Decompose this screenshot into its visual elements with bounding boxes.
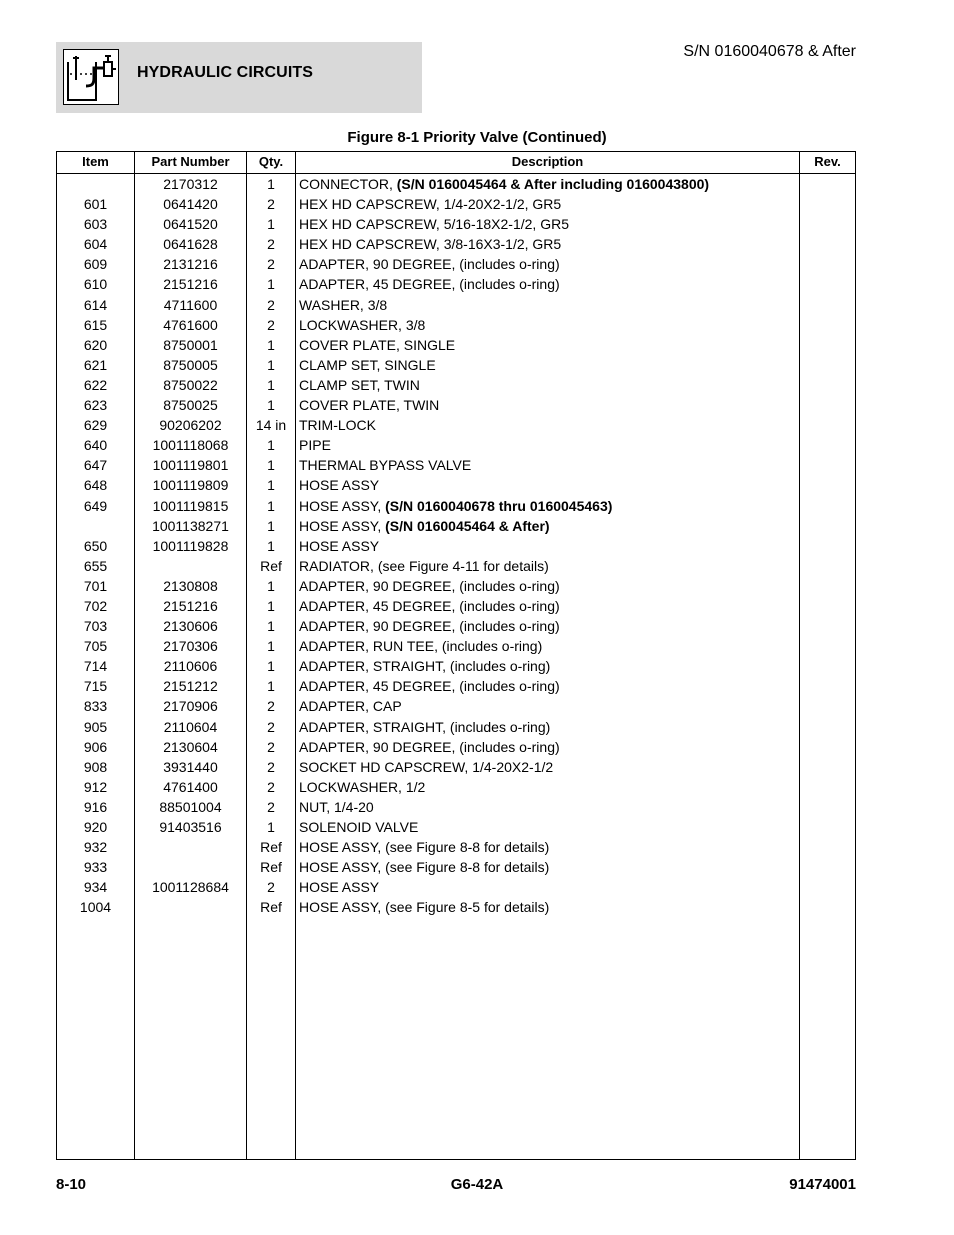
- description-text: CLAMP SET, SINGLE: [299, 356, 436, 373]
- item-cell: 934: [83, 879, 108, 896]
- qty-cell: Ref: [260, 899, 282, 916]
- qty-cell: 2: [267, 196, 275, 213]
- description-text: HOSE ASSY: [299, 537, 380, 554]
- table-row: [57, 194, 855, 214]
- part-number-cell: 2110606: [163, 658, 218, 675]
- part-number-cell: 4761600: [163, 316, 218, 333]
- description-text: ADAPTER, CAP: [299, 698, 402, 715]
- parts-table: [56, 151, 856, 1160]
- part-number-cell: 2110604: [163, 718, 218, 735]
- qty-cell: 2: [267, 738, 275, 755]
- description-cell: [299, 777, 425, 797]
- description-cell: [299, 355, 436, 375]
- item-cell: 615: [83, 316, 108, 333]
- section-title: HYDRAULIC CIRCUITS: [137, 64, 314, 81]
- table-row: [57, 897, 855, 917]
- part-number-cell: 2151216: [163, 276, 218, 293]
- table-row: [57, 757, 855, 777]
- item-cell: 604: [83, 236, 108, 253]
- description-cell: [299, 757, 553, 777]
- part-number-cell: 2170312: [163, 176, 218, 192]
- part-number-cell: 2170906: [163, 698, 218, 715]
- description-text: TRIM-LOCK: [299, 417, 376, 434]
- item-cell: 629: [83, 417, 108, 434]
- description-cell: [299, 455, 471, 475]
- description-cell: [299, 897, 549, 917]
- table-row: [57, 717, 855, 737]
- description-cell: [299, 536, 379, 556]
- description-text: NUT, 1/4-20: [299, 798, 374, 815]
- table-row: [57, 475, 855, 495]
- description-cell: [299, 556, 549, 576]
- qty-cell: 2: [267, 296, 275, 313]
- qty-cell: 1: [267, 819, 275, 835]
- description-cell: [299, 576, 560, 596]
- item-cell: 932: [83, 839, 108, 856]
- part-number-cell: 8750025: [163, 397, 218, 414]
- table-row: [57, 576, 855, 596]
- description-cell: [299, 797, 374, 817]
- description-cell: [299, 817, 418, 837]
- description-text: RADIATOR, (see Figure 4-11 for details): [299, 557, 549, 574]
- qty-cell: 1: [267, 497, 275, 514]
- table-row: [57, 295, 855, 315]
- qty-cell: 2: [267, 718, 275, 735]
- qty-cell: 1: [267, 618, 275, 635]
- item-cell: 714: [83, 658, 108, 675]
- description-cell: [299, 295, 387, 315]
- qty-cell: 1: [267, 537, 275, 554]
- part-number-cell: 2151212: [163, 678, 218, 695]
- qty-cell: 1: [267, 376, 275, 393]
- item-cell: 715: [83, 678, 108, 695]
- table-row: [57, 274, 855, 294]
- table-row: [57, 877, 855, 897]
- column-header-description: Description: [511, 154, 584, 169]
- table-row: [57, 335, 855, 355]
- description-cell: [299, 656, 550, 676]
- qty-cell: 2: [267, 879, 275, 896]
- qty-cell: 1: [267, 597, 275, 614]
- table-row: [57, 777, 855, 797]
- description-cell: [299, 857, 549, 877]
- description-text: ADAPTER, STRAIGHT, (includes o-ring): [299, 658, 551, 675]
- description-text: HOSE ASSY: [299, 477, 380, 494]
- qty-cell: 1: [267, 658, 275, 675]
- description-text: THERMAL BYPASS VALVE: [299, 457, 472, 474]
- description-cell: [299, 496, 612, 516]
- description-cell: [299, 415, 376, 435]
- part-number-cell: 2130808: [163, 577, 218, 594]
- part-number-cell: 2170306: [163, 638, 218, 655]
- part-number-cell: 4761400: [163, 778, 218, 795]
- description-text: COVER PLATE, SINGLE: [299, 336, 456, 353]
- description-text: ADAPTER, 90 DEGREE, (includes o-ring): [299, 618, 560, 635]
- table-row: [57, 857, 855, 877]
- item-cell: 621: [83, 356, 108, 373]
- qty-cell: 1: [267, 216, 275, 233]
- qty-cell: 2: [267, 256, 275, 273]
- table-row: [57, 737, 855, 757]
- description-cell: [299, 596, 560, 616]
- table-row: [57, 817, 855, 837]
- description-text: HOSE ASSY: [299, 879, 380, 896]
- qty-cell: 1: [267, 457, 275, 474]
- serial-number-range: S/N 0160040678 & After: [683, 43, 856, 60]
- part-number-cell: 8750001: [163, 336, 218, 353]
- item-cell: 614: [83, 296, 108, 313]
- qty-cell: 1: [267, 577, 275, 594]
- item-cell: 640: [83, 437, 108, 454]
- qty-cell: 2: [267, 758, 275, 775]
- qty-cell: 1: [267, 638, 275, 655]
- table-row: [57, 596, 855, 616]
- description-text: HOSE ASSY, (see Figure 8-8 for details): [299, 859, 550, 876]
- item-cell: 620: [83, 336, 108, 353]
- description-text: ADAPTER, 90 DEGREE, (includes o-ring): [299, 577, 560, 594]
- qty-cell: Ref: [260, 859, 282, 876]
- item-cell: 610: [83, 276, 108, 293]
- table-row: [57, 455, 855, 475]
- item-cell: 920: [83, 819, 108, 835]
- description-text: ADAPTER, 45 DEGREE, (includes o-ring): [299, 678, 560, 695]
- qty-cell: Ref: [260, 557, 282, 574]
- qty-cell: 2: [267, 316, 275, 333]
- hydraulic-circuit-icon: [63, 49, 119, 105]
- part-number-cell: 1001118068: [152, 437, 229, 454]
- description-text: CLAMP SET, TWIN: [299, 376, 420, 393]
- description-cell: [299, 274, 560, 294]
- part-number-cell: 8750022: [163, 376, 218, 393]
- column-header-part-number: Part Number: [151, 154, 230, 169]
- column-header-qty: Qty.: [258, 154, 284, 169]
- model-number: G6-42A: [450, 1176, 504, 1193]
- description-text: HOSE ASSY, (see Figure 8-8 for details): [299, 839, 550, 856]
- description-cell: [299, 737, 560, 757]
- qty-cell: 1: [267, 276, 275, 293]
- description-text: HEX HD CAPSCREW, 3/8-16X3-1/2, GR5: [299, 236, 562, 253]
- table-row: [57, 676, 855, 696]
- table-row: [57, 696, 855, 716]
- description-cell: [299, 636, 542, 656]
- qty-cell: 1: [267, 356, 275, 373]
- qty-cell: 2: [267, 698, 275, 715]
- table-row: [57, 656, 855, 676]
- description-cell: [299, 335, 455, 355]
- item-cell: 648: [83, 477, 108, 494]
- description-cell: [299, 516, 550, 536]
- description-cell: [299, 214, 569, 234]
- figure-title: Figure 8-1 Priority Valve (Continued): [347, 129, 607, 146]
- item-cell: 912: [83, 778, 108, 795]
- description-cell: [299, 435, 331, 455]
- qty-cell: 2: [267, 778, 275, 795]
- part-number-cell: 8750005: [163, 356, 218, 373]
- description-text: ADAPTER, STRAIGHT, (includes o-ring): [299, 718, 551, 735]
- item-cell: 905: [83, 718, 108, 735]
- description-text: HOSE ASSY,: [299, 497, 386, 514]
- part-number-cell: 2130604: [163, 738, 218, 755]
- description-cell: [299, 174, 709, 194]
- item-cell: 603: [83, 216, 108, 233]
- part-number-cell: 1001119801: [152, 457, 229, 474]
- part-number-cell: 1001119815: [152, 497, 229, 514]
- item-cell: 609: [83, 256, 108, 273]
- column-header-item: Item: [82, 154, 109, 169]
- part-number-cell: 0641628: [163, 236, 218, 253]
- description-text: ADAPTER, 45 DEGREE, (includes o-ring): [299, 276, 560, 293]
- item-cell: 702: [83, 597, 108, 614]
- description-text: HEX HD CAPSCREW, 5/16-18X2-1/2, GR5: [299, 216, 569, 233]
- description-cell: [299, 475, 379, 495]
- table-row: [57, 315, 855, 335]
- table-row: [57, 174, 855, 194]
- description-text: ADAPTER, 90 DEGREE, (includes o-ring): [299, 256, 560, 273]
- item-cell: 623: [83, 397, 108, 414]
- part-number-cell: 0641520: [163, 216, 218, 233]
- description-text: LOCKWASHER, 1/2: [299, 778, 426, 795]
- description-cell: [299, 837, 549, 857]
- description-text: PIPE: [299, 437, 331, 454]
- description-text: COVER PLATE, TWIN: [299, 397, 440, 414]
- item-cell: 622: [83, 376, 108, 393]
- serial-note: (S/N 0160045464 & After including 0160043800): [396, 176, 710, 192]
- qty-cell: 1: [267, 678, 275, 695]
- item-cell: 933: [83, 859, 108, 876]
- description-text: CONNECTOR,: [299, 176, 397, 192]
- part-number-cell: 2131216: [163, 256, 218, 273]
- part-number-cell: 90206202: [159, 417, 222, 434]
- item-cell: 655: [83, 557, 108, 574]
- part-number-cell: 0641420: [163, 196, 218, 213]
- table-row: [57, 214, 855, 234]
- serial-note: (S/N 0160040678 thru 0160045463): [385, 497, 613, 514]
- qty-cell: 1: [267, 477, 275, 494]
- qty-cell: 1: [267, 437, 275, 454]
- table-row: [57, 556, 855, 576]
- item-cell: 650: [83, 537, 108, 554]
- item-cell: 916: [83, 798, 108, 815]
- table-row: [57, 395, 855, 415]
- description-text: SOCKET HD CAPSCREW, 1/4-20X2-1/2: [299, 758, 554, 775]
- serial-note: (S/N 0160045464 & After): [385, 517, 550, 534]
- table-row: [57, 496, 855, 516]
- page-number: 8-10: [56, 1176, 87, 1193]
- part-number-cell: 2130606: [163, 618, 218, 635]
- part-number-cell: 3931440: [163, 758, 218, 775]
- table-row: [57, 636, 855, 656]
- description-cell: [299, 676, 560, 696]
- table-row: [57, 415, 855, 435]
- part-number-cell: 4711600: [163, 296, 218, 313]
- item-cell: 647: [83, 457, 108, 474]
- table-body: [57, 174, 855, 917]
- table-row: [57, 254, 855, 274]
- item-cell: 833: [83, 698, 108, 715]
- description-text: ADAPTER, 90 DEGREE, (includes o-ring): [299, 738, 560, 755]
- table-row: [57, 797, 855, 817]
- qty-cell: 2: [267, 798, 275, 815]
- description-text: SOLENOID VALVE: [299, 819, 419, 835]
- part-number-cell: 1001128684: [152, 879, 229, 896]
- description-text: HOSE ASSY, (see Figure 8-5 for details): [299, 899, 550, 916]
- description-cell: [299, 315, 425, 335]
- table-row: [57, 516, 855, 536]
- description-text: HOSE ASSY,: [299, 517, 386, 534]
- item-cell: 701: [83, 577, 108, 594]
- qty-cell: 1: [267, 176, 275, 192]
- table-row: [57, 837, 855, 857]
- description-cell: [299, 375, 420, 395]
- qty-cell: Ref: [260, 839, 282, 856]
- qty-cell: 1: [267, 336, 275, 353]
- item-cell: 601: [83, 196, 108, 213]
- table-row: [57, 375, 855, 395]
- part-number-cell: 1001119828: [152, 537, 229, 554]
- column-header-rev: Rev.: [814, 154, 841, 169]
- item-cell: 703: [83, 618, 108, 635]
- table-row: [57, 536, 855, 556]
- part-number-cell: 2151216: [163, 597, 218, 614]
- description-text: ADAPTER, RUN TEE, (includes o-ring): [299, 638, 543, 655]
- description-cell: [299, 254, 560, 274]
- item-cell: 649: [83, 497, 108, 514]
- part-number-cell: 88501004: [159, 798, 222, 815]
- table-row: [57, 355, 855, 375]
- description-text: WASHER, 3/8: [299, 296, 388, 313]
- qty-cell: 1: [267, 397, 275, 414]
- description-cell: [299, 234, 561, 254]
- description-text: LOCKWASHER, 3/8: [299, 316, 426, 333]
- item-cell: 908: [83, 758, 108, 775]
- table-row: [57, 234, 855, 254]
- item-cell: 705: [83, 638, 108, 655]
- part-number-cell: 1001138271: [152, 517, 229, 534]
- item-cell: 1004: [79, 899, 112, 916]
- description-cell: [299, 616, 560, 636]
- description-text: HEX HD CAPSCREW, 1/4-20X2-1/2, GR5: [299, 196, 562, 213]
- qty-cell: 14 in: [255, 417, 287, 434]
- description-cell: [299, 877, 379, 897]
- description-cell: [299, 717, 550, 737]
- qty-cell: 2: [267, 236, 275, 253]
- part-number-cell: 91403516: [159, 819, 222, 835]
- table-row: [57, 435, 855, 455]
- description-cell: [299, 194, 561, 214]
- table-row: [57, 616, 855, 636]
- description-cell: [299, 395, 439, 415]
- document-number: 91474001: [789, 1176, 856, 1193]
- item-cell: 906: [83, 738, 108, 755]
- part-number-cell: 1001119809: [152, 477, 229, 494]
- description-text: ADAPTER, 45 DEGREE, (includes o-ring): [299, 597, 560, 614]
- description-cell: [299, 696, 402, 716]
- qty-cell: 1: [267, 517, 275, 534]
